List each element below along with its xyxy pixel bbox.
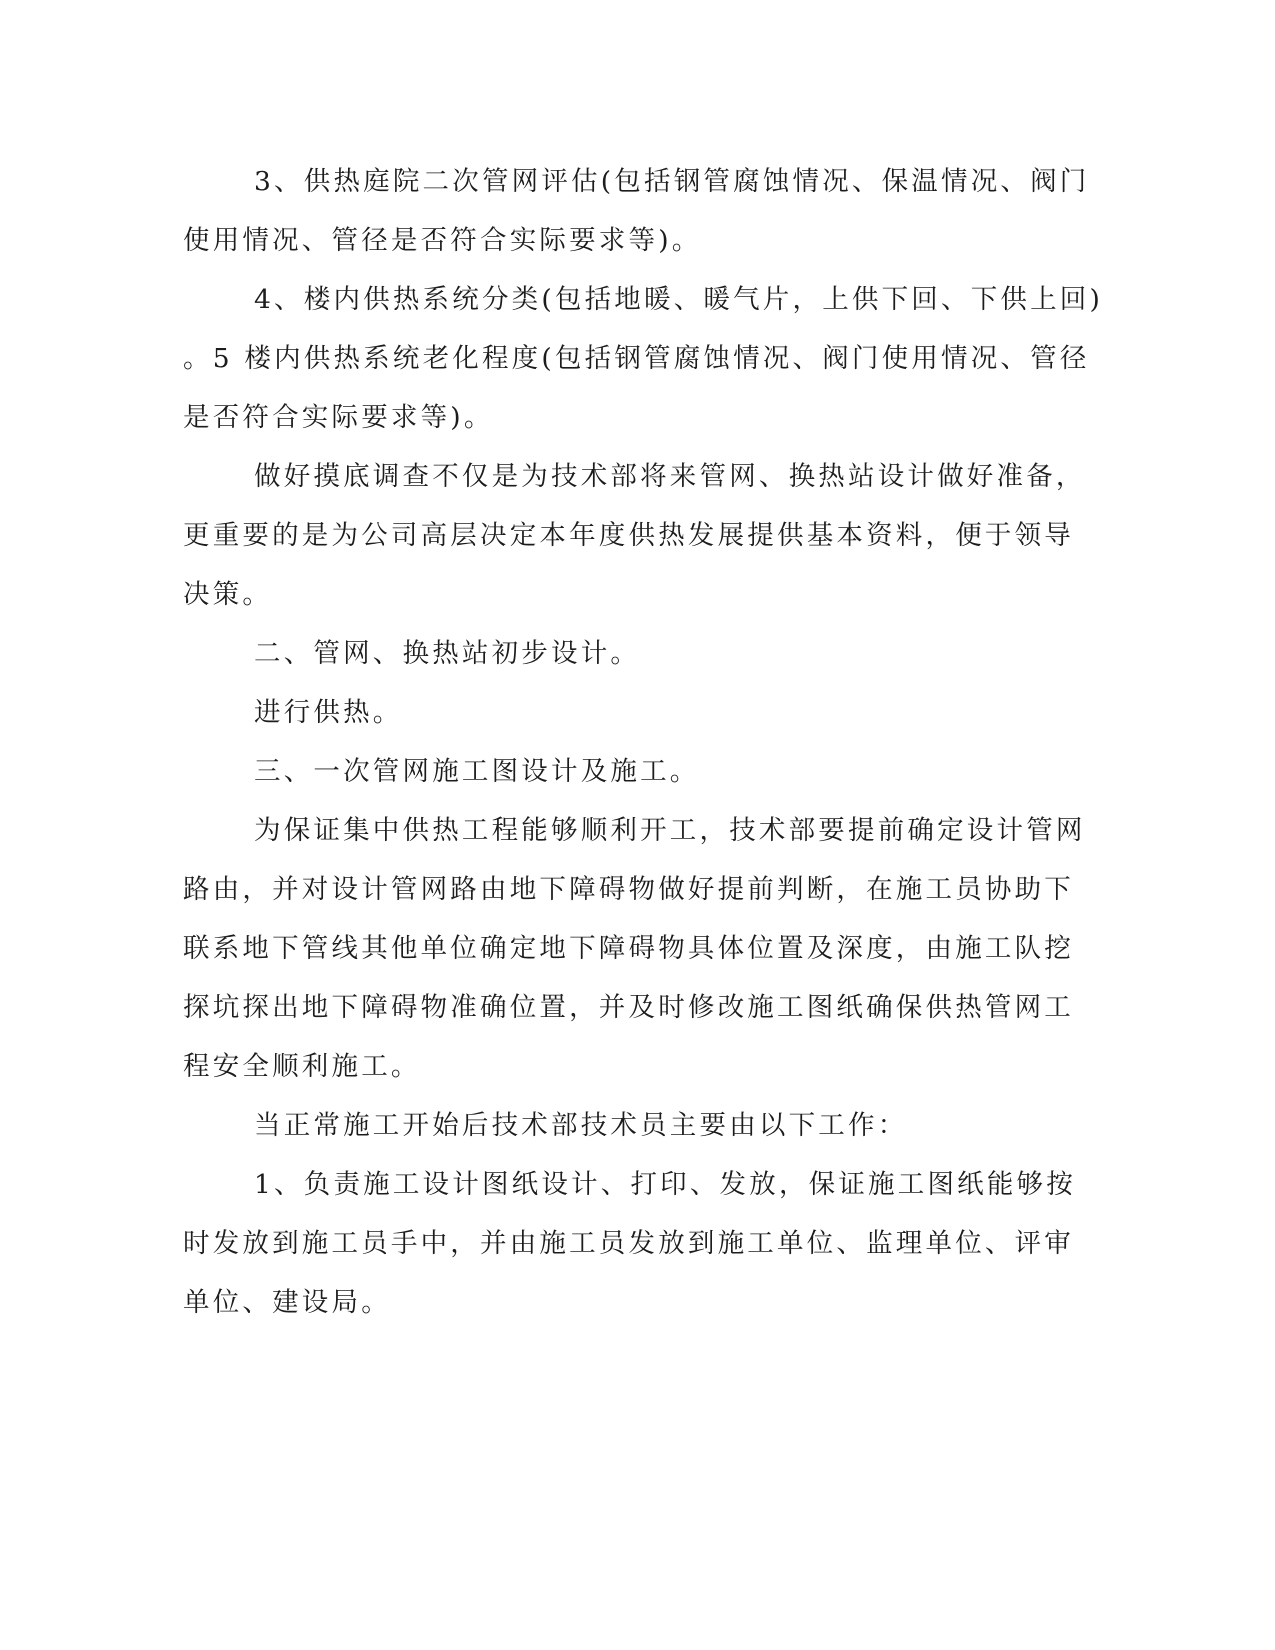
paragraph-heating: 进行供热。 (254, 697, 403, 728)
paragraph-item-3-line-1: 3、供热庭院二次管网评估(包括钢管腐蚀情况、保温情况、阀门 (254, 166, 1090, 197)
paragraph-construction-line-2: 路由，并对设计管网路由地下障碍物做好提前判断，在施工员协助下 (183, 874, 1074, 905)
section-heading-2: 二、管网、换热站初步设计。 (254, 638, 641, 669)
paragraph-item-4-line-2: 。5 楼内供热系统老化程度(包括钢管腐蚀情况、阀门使用情况、管径 (183, 343, 1090, 374)
section-heading-3: 三、一次管网施工图设计及施工。 (254, 756, 700, 787)
paragraph-survey-line-1: 做好摸底调查不仅是为技术部将来管网、换热站设计做好准备， (254, 461, 1086, 492)
paragraph-duty-1-line-3: 单位、建设局。 (183, 1287, 391, 1318)
paragraph-construction-line-4: 探坑探出地下障碍物准确位置，并及时修改施工图纸确保供热管网工 (183, 992, 1074, 1023)
paragraph-construction-line-3: 联系地下管线其他单位确定地下障碍物具体位置及深度，由施工队挖 (183, 933, 1074, 964)
paragraph-survey-line-3: 决策。 (183, 579, 273, 610)
paragraph-survey-line-2: 更重要的是为公司高层决定本年度供热发展提供基本资料，便于领导 (183, 520, 1074, 551)
paragraph-construction-line-5: 程安全顺利施工。 (183, 1051, 421, 1082)
paragraph-duty-1-line-2: 时发放到施工员手中，并由施工员发放到施工单位、监理单位、评审 (183, 1228, 1074, 1259)
paragraph-item-4-line-3: 是否符合实际要求等)。 (183, 402, 494, 433)
paragraph-construction-line-1: 为保证集中供热工程能够顺利开工，技术部要提前确定设计管网 (254, 815, 1086, 846)
paragraph-item-4-line-1: 4、楼内供热系统分类(包括地暖、暖气片，上供下回、下供上回) (254, 284, 1104, 315)
paragraph-duties-intro: 当正常施工开始后技术部技术员主要由以下工作： (254, 1110, 908, 1141)
paragraph-duty-1-line-1: 1、负责施工设计图纸设计、打印、发放，保证施工图纸能够按 (254, 1169, 1076, 1200)
paragraph-item-3-line-2: 使用情况、管径是否符合实际要求等)。 (183, 225, 702, 256)
